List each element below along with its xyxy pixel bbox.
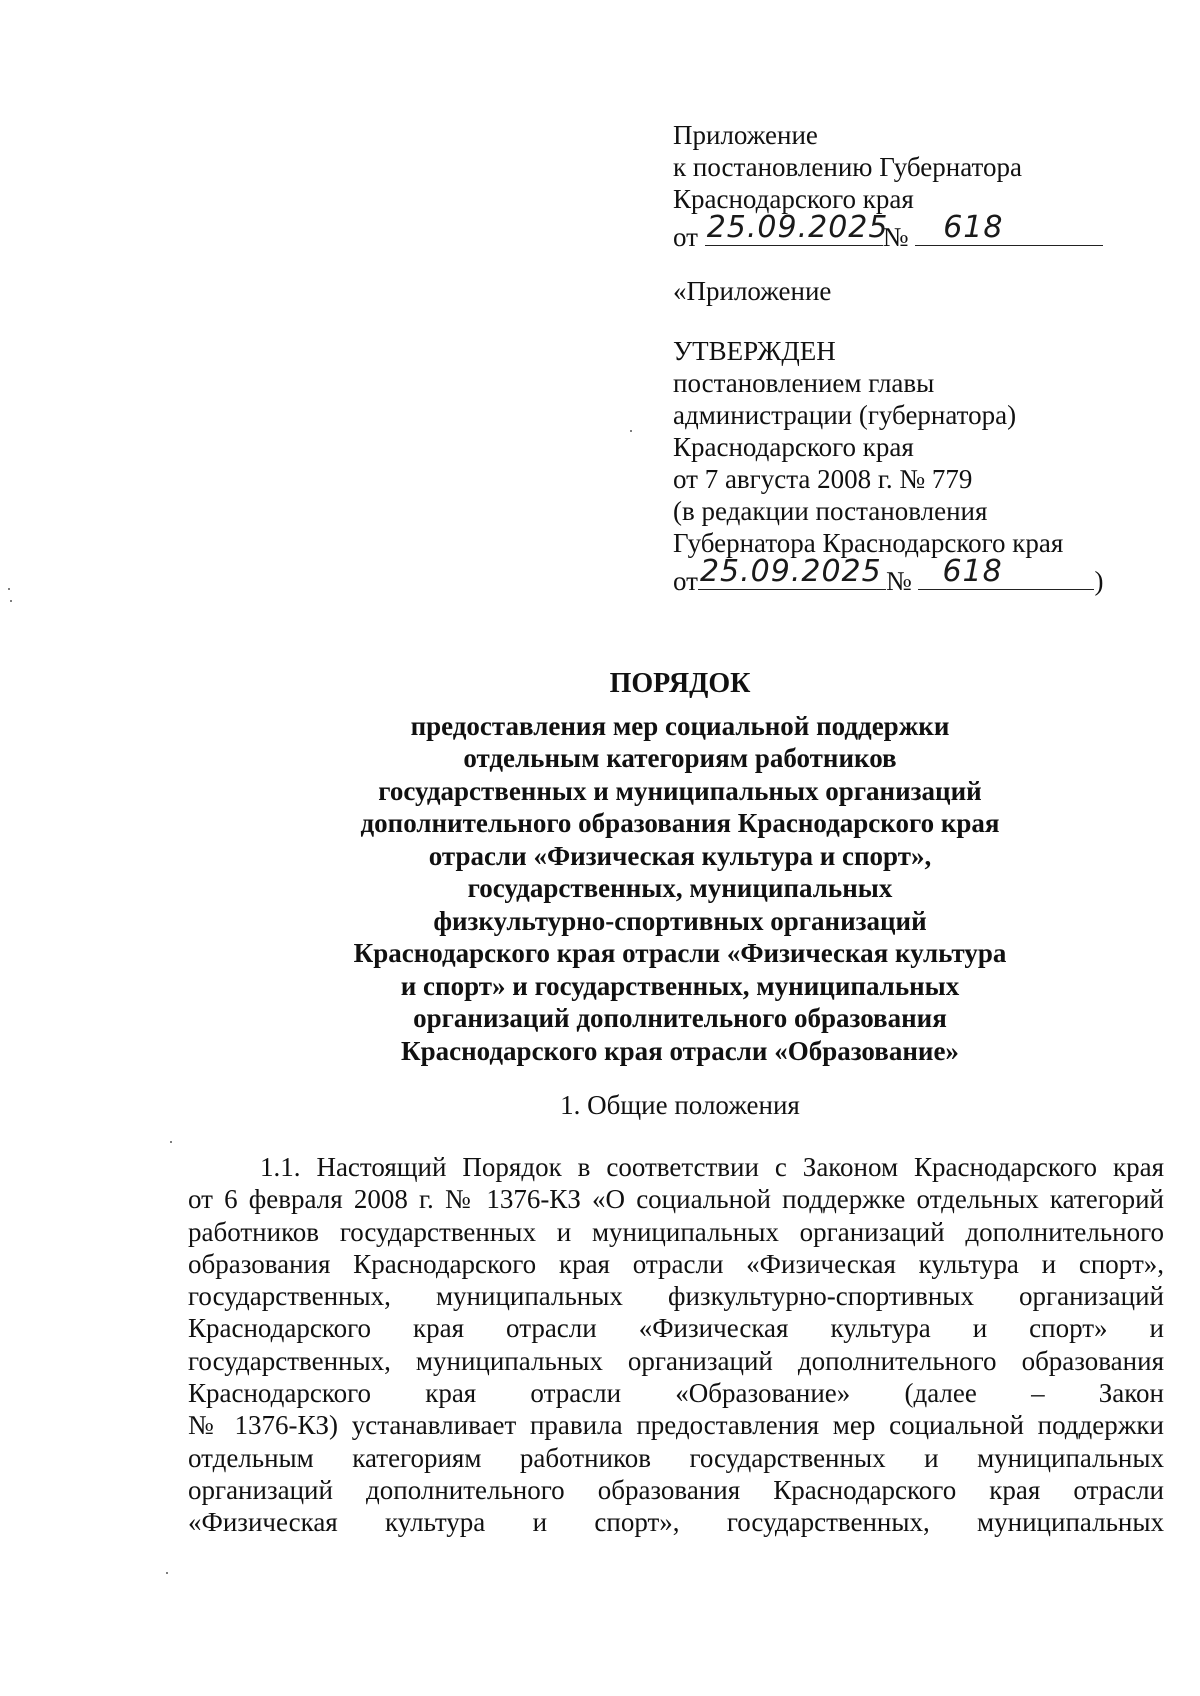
- approved-line: от 7 августа 2008 г. № 779: [673, 464, 973, 494]
- number-sign: №: [885, 566, 912, 596]
- title-line: отдельным категориям работников: [463, 743, 897, 773]
- approved-line: Краснодарского края: [673, 432, 914, 462]
- date-prefix: от: [673, 222, 698, 252]
- handwritten-date-field: [705, 210, 889, 246]
- title-main: ПОРЯДОК: [609, 668, 751, 699]
- scan-speck: [166, 1572, 168, 1574]
- date-prefix: от: [673, 566, 698, 596]
- body-line: образования Краснодарского края отрасли «Физическая культура и спорт»,: [188, 1248, 1164, 1279]
- body-line: Краснодарского края отрасли «Образование» (далее – Закон: [188, 1378, 1164, 1409]
- quote-attachment-label: «Приложение: [673, 276, 832, 306]
- body-line: 1.1. Настоящий Порядок в соответствии с Законом Краснодарского края: [260, 1152, 1164, 1182]
- body-line: № 1376-КЗ) устанавливает правила предоставления мер социальной поддержки: [188, 1410, 1164, 1441]
- handwritten-number: 618: [943, 210, 1004, 245]
- handwritten-number: 618: [942, 554, 1003, 589]
- title-line: Краснодарского края отрасли «Образование»: [401, 1035, 959, 1066]
- decree-date-line-1: [673, 210, 1153, 255]
- handwritten-date-field: [698, 554, 886, 590]
- scan-speck: [170, 1141, 172, 1143]
- body-line: государственных, муниципальных физкультурно-спортивных организаций: [188, 1281, 1164, 1312]
- title-line: организаций дополнительного образования: [413, 1003, 947, 1033]
- scan-speck: [10, 600, 12, 602]
- body-line: от 6 февраля 2008 г. № 1376-КЗ «О социальной поддержке отдельных категорий: [188, 1184, 1164, 1215]
- body-line: работников государственных и муниципальных организаций дополнительного: [188, 1216, 1164, 1247]
- handwritten-number-field: [918, 554, 1094, 590]
- title-line: отрасли «Физическая культура и спорт»,: [428, 840, 932, 871]
- attachment-to-decree: к постановлению Губернатора: [673, 152, 1022, 182]
- document-title: [250, 668, 1110, 1067]
- attachment-region: Краснодарского края: [673, 184, 914, 214]
- handwritten-date: 25.09.2025: [699, 554, 882, 589]
- title-line: предоставления мер социальной поддержки: [410, 710, 950, 741]
- body-line: государственных, муниципальных организаций дополнительного образования: [188, 1345, 1164, 1376]
- scan-speck: [8, 588, 10, 590]
- decree-date-line-2: [673, 554, 1153, 599]
- title-line: государственных, муниципальных: [467, 873, 893, 903]
- attachment-label: Приложение: [673, 120, 818, 150]
- approved-label: УТВЕРЖДЕН: [673, 336, 836, 366]
- body-line: Краснодарского края отрасли «Физическая культура и спорт» и: [188, 1313, 1164, 1344]
- approved-line: постановлением главы: [673, 368, 935, 398]
- body-line: «Физическая культура и спорт», государственных, муниципальных: [188, 1507, 1164, 1538]
- closing-paren: ): [1094, 566, 1104, 596]
- body-line: организаций дополнительного образования Краснодарского края отрасли: [188, 1474, 1164, 1505]
- approved-line: администрации (губернатора): [673, 400, 1017, 430]
- title-line: и спорт» и государственных, муниципальных: [400, 970, 960, 1001]
- attachment-header: [673, 119, 1153, 599]
- body-paragraph: [188, 1151, 1164, 1539]
- handwritten-number-field: [915, 210, 1103, 246]
- scan-speck: [630, 430, 632, 432]
- title-line: Краснодарского края отрасли «Физическая культура: [353, 938, 1007, 968]
- title-line: дополнительного образования Краснодарского края: [360, 808, 1000, 838]
- number-sign: №: [882, 222, 909, 252]
- section-heading: 1. Общие положения: [560, 1090, 800, 1120]
- title-line: государственных и муниципальных организаций: [378, 775, 982, 806]
- handwritten-date: 25.09.2025: [706, 210, 889, 245]
- approved-line: Губернатора Краснодарского края: [673, 528, 1064, 558]
- approved-line: (в редакции постановления: [673, 496, 988, 526]
- title-line: физкультурно-спортивных организаций: [433, 905, 927, 936]
- body-line: отдельным категориям работников государственных и муниципальных: [188, 1442, 1164, 1473]
